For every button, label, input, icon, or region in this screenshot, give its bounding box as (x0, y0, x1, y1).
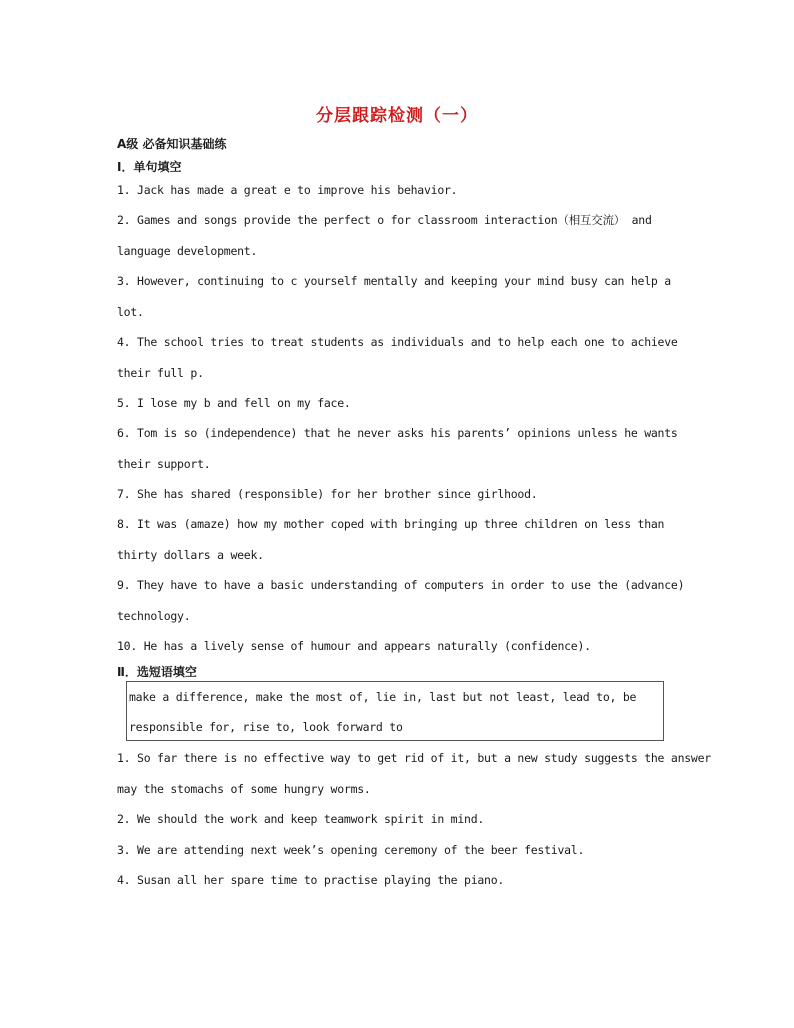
question-line: thirty dollars a week. (117, 547, 264, 562)
phrase-line: responsible for, rise to, look forward to (129, 720, 403, 734)
question-line: 4. The school tries to treat students as individuals and to help each one to achieve (117, 335, 678, 349)
phrase-box (126, 681, 664, 741)
question-item (117, 509, 677, 570)
question-line: 9. They have to have a basic understanding of computers in order to use the (advance) (117, 578, 685, 592)
question-item (117, 835, 677, 866)
question-line: 6. Tom is so (independence) that he never asks his parents’ opinions unless he wants (117, 426, 678, 440)
question-item (117, 631, 677, 662)
question-line: lot. (117, 304, 144, 319)
section-1-heading: Ⅰ．单句填空 (117, 160, 182, 174)
question-item (117, 804, 677, 835)
question-line: 3. We are attending next week’s opening ceremony of the beer festival. (117, 843, 585, 857)
section-2-heading: Ⅱ．选短语填空 (117, 665, 197, 679)
question-line: their support. (117, 456, 211, 471)
question-line: 2. We should the work and keep teamwork spirit in mind. (117, 812, 485, 826)
question-item (117, 570, 685, 631)
page-title: 分层跟踪检测（一） (316, 106, 478, 126)
question-line: 5. I lose my b and fell on my face. (117, 396, 351, 410)
question-item (117, 865, 677, 896)
question-line: technology. (117, 608, 191, 623)
question-item (117, 175, 677, 206)
question-line: 2. Games and songs provide the perfect o for classroom interaction（相互交流） and (117, 213, 652, 227)
question-line: 3. However, continuing to c yourself mentally and keeping your mind busy can help a (117, 274, 671, 288)
question-item (117, 479, 677, 510)
question-line: 7. She has shared (responsible) for her brother since girlhood. (117, 487, 538, 501)
question-item (117, 388, 677, 419)
question-item (117, 266, 677, 327)
question-line: 4. Susan all her spare time to practise playing the piano. (117, 873, 505, 887)
question-line: 8. It was (amaze) how my mother coped with bringing up three children on less than (117, 517, 665, 531)
question-line: 1. Jack has made a great e to improve his behavior. (117, 183, 458, 197)
phrase-line: make a difference, make the most of, lie in, last but not least, lead to, be (129, 690, 637, 704)
question-item (117, 327, 677, 388)
question-item (117, 418, 677, 479)
level-heading: A级 必备知识基础练 (117, 137, 227, 151)
question-line: 10. He has a lively sense of humour and appears naturally (confidence). (117, 639, 591, 653)
question-line: 1. So far there is no effective way to get rid of it, but a new study suggests the answer (117, 751, 711, 765)
question-line: their full p. (117, 365, 204, 380)
question-line: may the stomachs of some hungry worms. (117, 781, 371, 796)
question-item (117, 205, 677, 266)
question-line: language development. (117, 243, 258, 258)
question-item (117, 743, 711, 804)
